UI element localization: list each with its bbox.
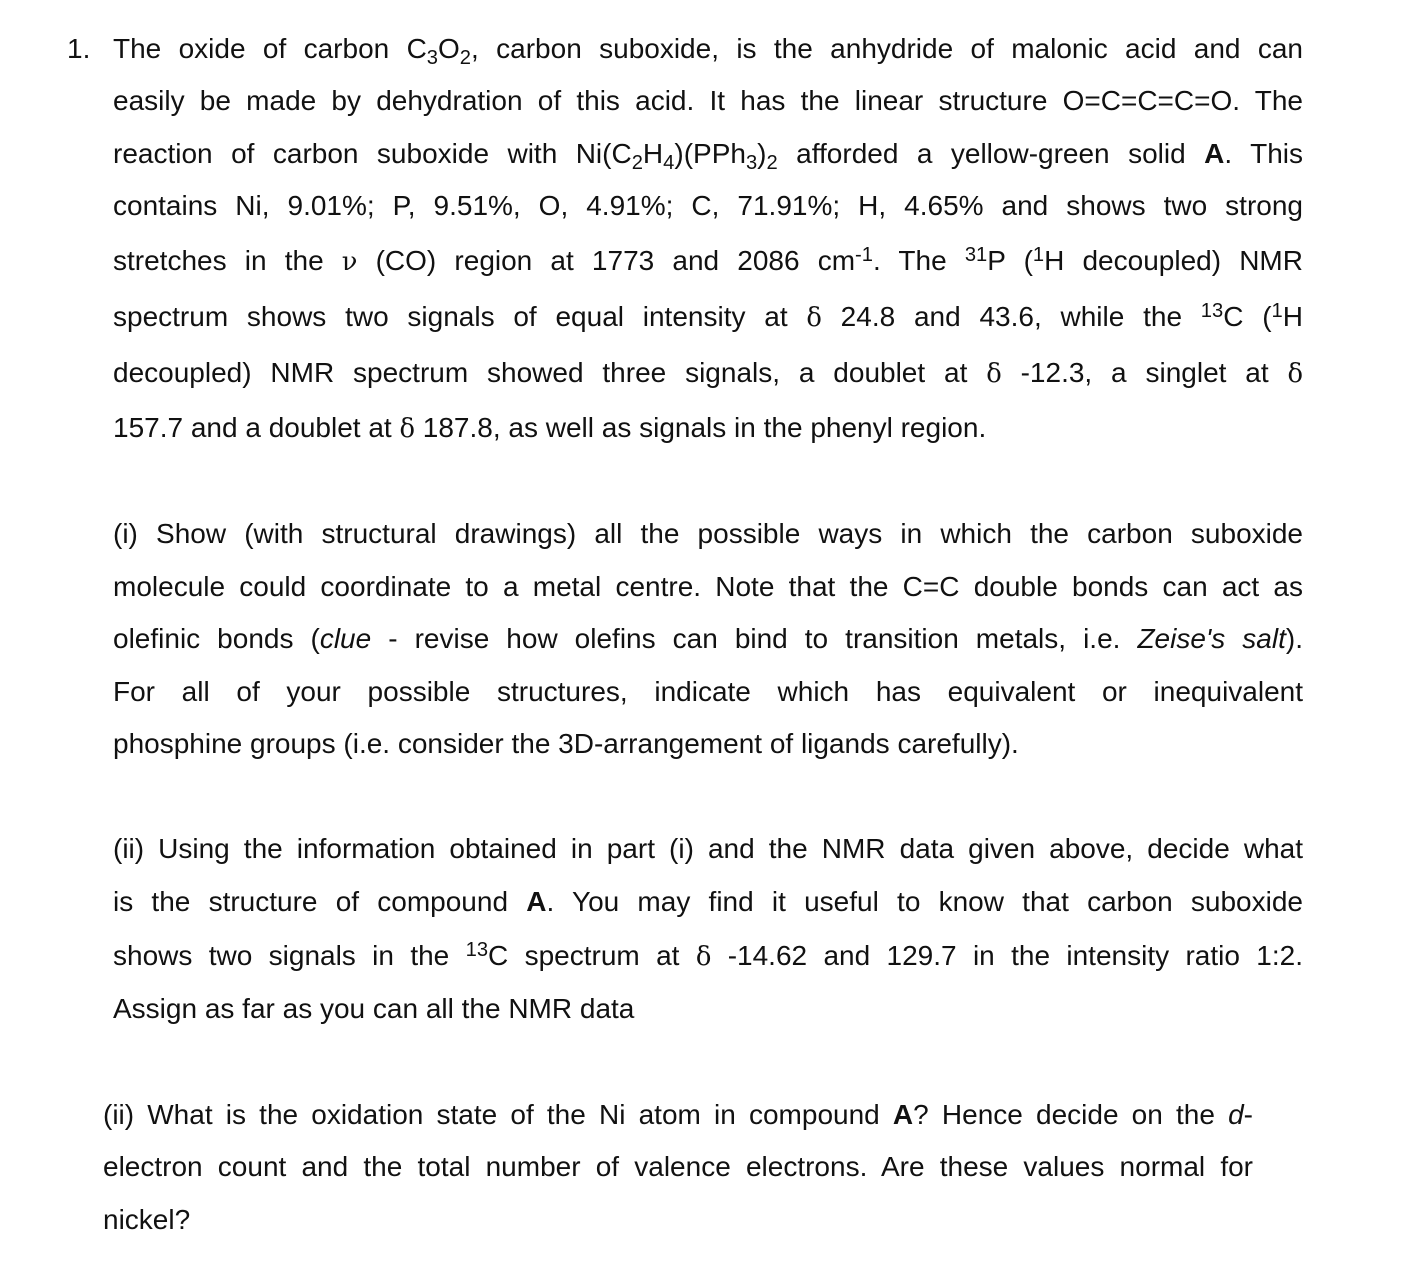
text-run: -12.3, a singlet at xyxy=(1001,357,1288,388)
text-run: spectrum shows two signals of equal intensity at xyxy=(113,301,807,332)
part-i-line-2: molecule could coordinate to a metal centre. Note that the C=C double bonds can act as xyxy=(113,571,1303,602)
text-run: 157.7 and a doublet at xyxy=(113,412,400,443)
superscript: 13 xyxy=(1200,299,1224,322)
subscript: 3 xyxy=(426,46,439,69)
text-run: , carbon suboxide, is the anhydride of malonic acid and can xyxy=(471,33,1303,64)
text-run: . The xyxy=(872,245,965,276)
part-ii-line-1: (ii) Using the information obtained in part (i) and the NMR data given above, decide what xyxy=(113,833,1303,864)
intro-line-6 xyxy=(113,298,1303,336)
superscript: 31 xyxy=(964,243,988,266)
part-iii-line-2: electron count and the total number of valence electrons. Are these values normal for xyxy=(103,1151,1253,1182)
italic-run: clue xyxy=(319,623,372,654)
nu-symbol: ν xyxy=(341,247,358,277)
intro-paragraph-cont xyxy=(113,187,1303,225)
text-run: C spectrum at xyxy=(488,940,696,971)
part-i-paragraph-cont xyxy=(113,568,1303,606)
superscript: 13 xyxy=(465,938,489,961)
delta-symbol: δ xyxy=(806,303,822,333)
intro-paragraph-cont xyxy=(113,409,1303,447)
part-ii-paragraph-cont xyxy=(113,883,1303,921)
delta-symbol: δ xyxy=(695,942,712,972)
part-iii-line-3: nickel? xyxy=(103,1204,191,1235)
text-run: O xyxy=(438,33,460,64)
intro-line-5 xyxy=(113,242,1303,280)
intro-paragraph-cont xyxy=(113,135,1303,173)
intro-line-7 xyxy=(113,354,1303,392)
text-run: C ( xyxy=(1223,301,1272,332)
part-ii-paragraph xyxy=(113,830,1303,868)
delta-symbol: δ xyxy=(1287,359,1304,389)
intro-paragraph-cont xyxy=(113,82,1303,120)
intro-paragraph xyxy=(113,30,1303,68)
superscript: -1 xyxy=(855,243,873,266)
part-ii-line-4: Assign as far as you can all the NMR data xyxy=(113,993,635,1024)
italic-run: Zeise's salt xyxy=(1137,623,1286,654)
delta-symbol: δ xyxy=(986,359,1002,389)
part-i-line-5: phosphine groups (i.e. consider the 3D-arrangement of ligands carefully). xyxy=(113,728,1019,759)
text-run: The oxide of carbon C xyxy=(113,33,427,64)
intro-line-3 xyxy=(113,135,1303,173)
subscript: 4 xyxy=(663,151,675,174)
superscript: 1 xyxy=(1271,299,1283,322)
intro-paragraph-cont xyxy=(113,298,1303,336)
text-run: - xyxy=(1243,1099,1253,1130)
text-run: . You may find it useful to know that carbon suboxide xyxy=(546,886,1303,917)
part-i-paragraph xyxy=(113,515,1303,553)
part-i-paragraph-cont xyxy=(113,725,1303,763)
text-run: H decoupled) NMR xyxy=(1044,245,1303,276)
text-run: afforded a yellow-green solid xyxy=(777,138,1205,169)
text-run: . This xyxy=(1224,138,1303,169)
text-run: olefinic bonds ( xyxy=(113,623,320,654)
part-iii-paragraph-cont xyxy=(103,1148,1253,1186)
part-i-paragraph-cont xyxy=(113,673,1303,711)
italic-run: d xyxy=(1228,1099,1244,1130)
part-i-line-4: For all of your possible structures, indicate which has equivalent or inequivalent xyxy=(113,676,1303,707)
text-run: H xyxy=(1282,301,1303,332)
part-ii-paragraph-cont xyxy=(113,937,1303,975)
subscript: 3 xyxy=(745,151,758,174)
text-run: ). xyxy=(1285,623,1303,654)
intro-paragraph-cont xyxy=(113,354,1303,392)
intro-paragraph-cont xyxy=(113,242,1303,280)
text-run: (ii) What is the oxidation state of the Ni atom in compound xyxy=(103,1099,893,1130)
part-ii-paragraph-cont xyxy=(113,990,1303,1028)
text-run: H xyxy=(642,138,664,169)
part-iii-paragraph xyxy=(103,1096,1253,1134)
text-run: ) xyxy=(757,138,767,169)
subscript: 2 xyxy=(766,151,778,174)
delta-symbol: δ xyxy=(399,414,415,444)
part-i-line-1: (i) Show (with structural drawings) all the possible ways in which the carbon suboxide xyxy=(113,518,1303,549)
text-run: reaction of carbon suboxide with Ni(C xyxy=(113,138,632,169)
compound-label: A xyxy=(526,886,547,917)
part-i-paragraph-cont xyxy=(113,620,1303,658)
part-i-line-3 xyxy=(113,620,1303,658)
text-run: 24.8 and 43.6, while the xyxy=(821,301,1201,332)
text-run: ? Hence decide on the xyxy=(913,1099,1229,1130)
text-run: (CO) region at 1773 and 2086 cm xyxy=(357,245,856,276)
subscript: 2 xyxy=(631,151,643,174)
text-run: -14.62 and 129.7 in the intensity ratio 1:2. xyxy=(711,940,1303,971)
subscript: 2 xyxy=(459,46,472,69)
intro-line-2: easily be made by dehydration of this acid. It has the linear structure O=C=C=C=O. The xyxy=(113,85,1303,116)
part-ii-line-2 xyxy=(113,883,1303,921)
part-ii-line-3 xyxy=(113,937,1303,975)
question-number: 1. xyxy=(67,33,91,64)
text-run: shows two signals in the xyxy=(113,940,466,971)
text-run: - revise how olefins can bind to transition metals, i.e. xyxy=(371,623,1138,654)
part-iii-paragraph-cont xyxy=(103,1201,1253,1239)
text-run: is the structure of compound xyxy=(113,886,527,917)
text-run: 187.8, as well as signals in the phenyl region. xyxy=(414,412,987,443)
text-run: decoupled) NMR spectrum showed three signals, a doublet at xyxy=(113,357,987,388)
text-run: )(PPh xyxy=(674,138,746,169)
intro-line-4: contains Ni, 9.01%; P, 9.51%, O, 4.91%; C, 71.91%; H, 4.65% and shows two strong xyxy=(113,190,1303,221)
superscript: 1 xyxy=(1032,243,1045,266)
compound-label: A xyxy=(1204,138,1225,169)
part-iii-line-1 xyxy=(103,1096,1253,1134)
intro-line-1 xyxy=(113,30,1303,68)
compound-label: A xyxy=(892,1099,914,1130)
intro-line-8 xyxy=(113,409,1303,447)
text-run: P ( xyxy=(987,245,1033,276)
text-run: stretches in the xyxy=(113,245,342,276)
